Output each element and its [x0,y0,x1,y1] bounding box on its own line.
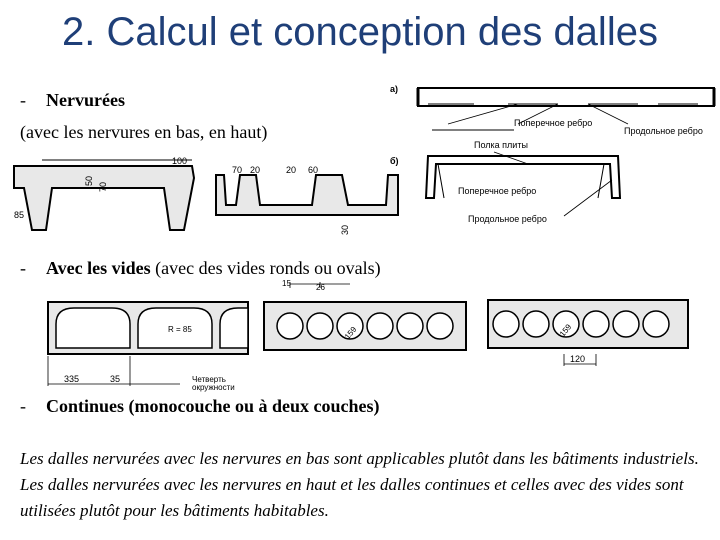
transverse-rib-label-a: Поперечное ребро [514,118,593,128]
page-title: 2. Calcul et conception des dalles [62,10,658,54]
quarter-circle-label-1: Четверть [192,375,226,384]
bullet-dash: - [20,90,26,110]
dim-335: 335 [64,374,80,384]
dim-60: 60 [308,165,319,175]
dim-35: 35 [110,374,121,384]
dim-50: 50 [84,175,94,186]
bullet-dash: - [20,396,26,416]
radius-label: R = 85 [168,325,192,334]
label-a: a) [390,84,399,94]
heading-continuous: Continues (monocouche ou à deux couches) [46,396,380,416]
label-b: б) [390,156,399,166]
ribbed-slab-plan-figure [388,80,718,235]
dim-30: 30 [340,224,350,235]
bullet-hollow [20,258,381,279]
dim-26: 26 [316,283,325,292]
round-hollow-slab-figure [260,278,470,358]
dim-159: 159 [557,322,574,339]
description-paragraph: Les dalles nervurées avec les nervures en bas sont applicables plutôt dans les bâtiments industriels. Les dalles nervurées avec les nervures en haut et les dalles continues et celles avec des vides sont utilisées plutôt pour les bâtiments habitables. [20,449,699,520]
dim-100: 100 [172,156,188,166]
longitudinal-rib-label-a: Продольное ребро [624,126,703,136]
dim-70: 70 [98,181,108,192]
longitudinal-rib-label-b: Продольное ребро [468,214,547,224]
ribbed-note: (avec les nervures en bas, en haut) [20,122,268,142]
oval-hollow-slab-figure [40,290,255,390]
bullet-continuous [20,396,380,417]
transverse-rib-label-b: Поперечное ребро [458,186,537,196]
dim-159: 159 [342,325,359,342]
bullet-dash: - [20,258,26,278]
heading-ribbed: Nervurées [46,90,125,110]
hollow-note: (avec des vides ronds ou ovals) [155,258,381,278]
mixed-hollow-slab-figure [484,290,699,370]
dim-85: 85 [14,210,25,220]
heading-hollow: Avec les vides [46,258,151,278]
dim-20a: 20 [250,165,261,175]
dim-120: 120 [570,354,586,364]
ribbed-up-section-figure [212,165,402,240]
bullet-ribbed [20,90,125,111]
dim-70: 70 [232,165,243,175]
quarter-circle-label-2: окружности [192,383,235,392]
dim-20b: 20 [286,165,297,175]
ribbed-slab-section-figure [12,158,202,236]
dim-15: 15 [282,279,291,288]
slab-shelf-label: Полка плиты [474,140,528,150]
